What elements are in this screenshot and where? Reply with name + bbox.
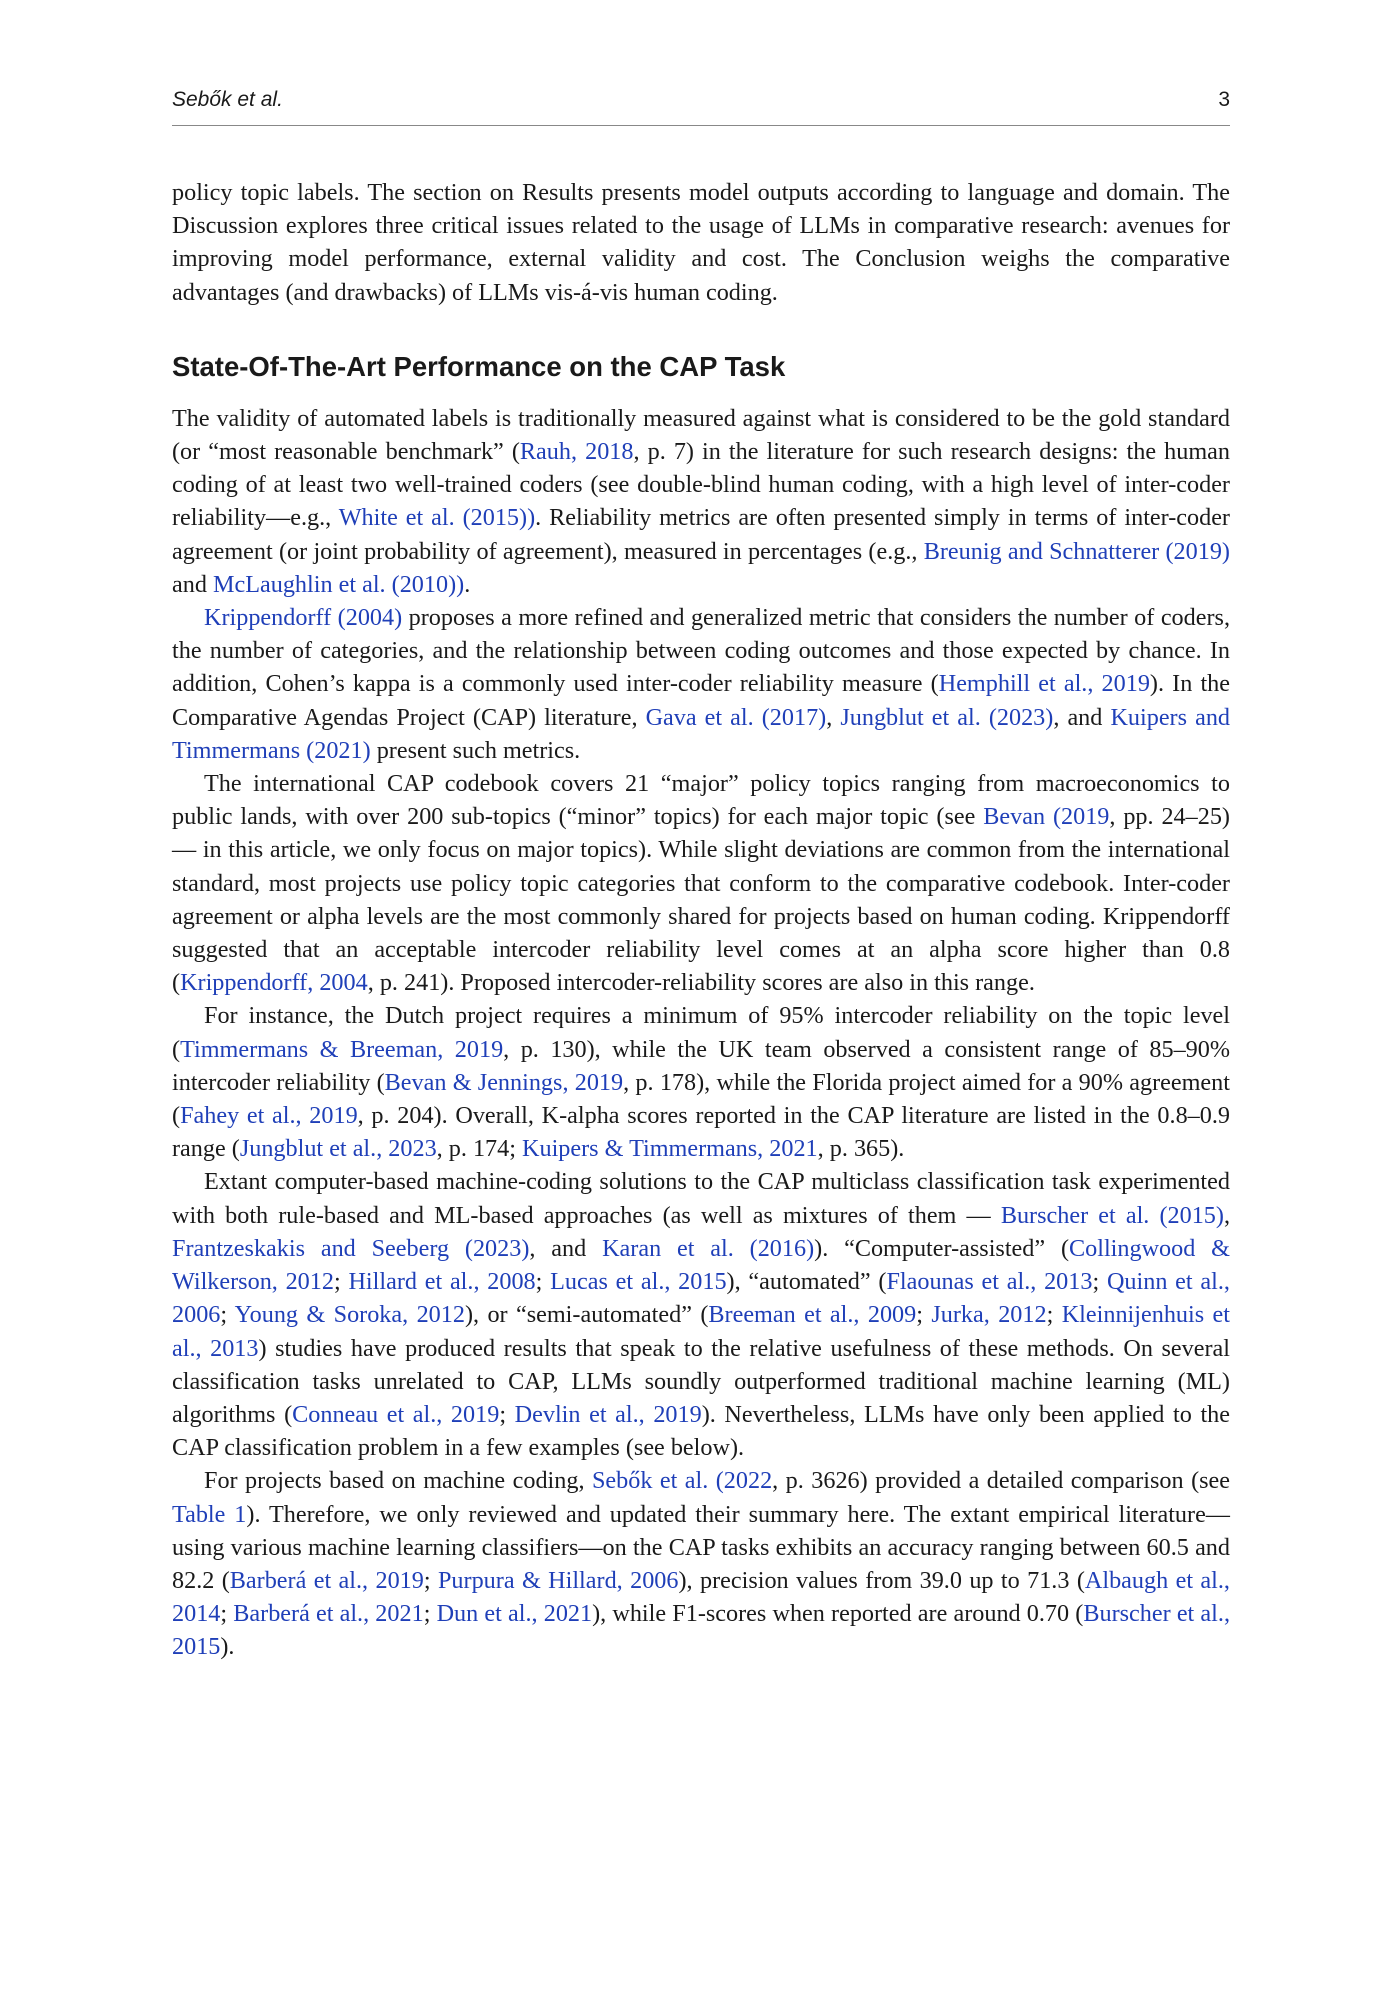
paragraph-4 [172,999,1230,1165]
text-run: ). “Computer-assisted” ( [814,1234,1070,1262]
text-run: Extant computer-based machine-coding solutions to the CAP multiclass classification task experimented with both rule-based and ML-based approaches (as well as mixtures of them — [172,1168,1230,1229]
table-link[interactable]: Table 1 [172,1500,247,1528]
text-run: ), while F1-scores when reported are around 0.70 ( [592,1600,1084,1628]
text-run: , and [529,1234,603,1262]
text-run: , p. 241). Proposed intercoder-reliability scores are also in this range. [367,969,1035,997]
citation-link[interactable]: Quinn et al., 2006 [172,1268,1230,1329]
running-head [172,88,1230,112]
citation-link[interactable]: Breunig and Schnatterer (2019) [923,537,1230,565]
citation-link[interactable]: White et al. (2015)) [338,504,536,532]
citation-link[interactable]: Krippendorff (2004) [204,604,403,632]
paragraph-1 [172,402,1230,601]
text-run: , [1223,1201,1230,1229]
citation-link[interactable]: McLaughlin et al. (2010)) [212,570,465,598]
intro-paragraph [172,176,1230,309]
citation-link[interactable]: Hemphill et al., 2019 [938,670,1150,698]
text-run: ), or “semi-automated” ( [464,1301,709,1329]
citation-link[interactable]: Flaounas et al., 2013 [886,1268,1093,1296]
text-run: . Reliability metrics are often presented simply in terms of inter-coder agreement (or joint probability of agreement), measured in percentages (e.g., [172,504,1230,565]
text-run: ; [916,1301,932,1329]
text-run: proposes a more refined and generalized metric that considers the number of coders, the number of categories, and the relationship between coding outcomes and those expected by chance. In addition, Cohen’s kappa is a commonly used inter-coder reliability measure ( [172,604,1230,698]
citation-link[interactable]: Gava et al. (2017) [645,703,827,731]
text-run: ), “automated” ( [726,1268,887,1296]
citation-link[interactable]: Breeman et al., 2009 [708,1301,917,1329]
citation-link[interactable]: Barberá et al., 2019 [229,1566,424,1594]
citation-link[interactable]: Kuipers and Timmermans (2021) [172,703,1231,764]
citation-link[interactable]: Young & Soroka, 2012 [234,1301,465,1329]
text-run: ). In the Comparative Agendas Project (CAP) literature, [172,670,1231,731]
text-run: ; [423,1566,438,1594]
paragraph-5 [172,1165,1230,1464]
text-run: ; [220,1600,234,1628]
text-run: ) studies have produced results that speak to the relative usefulness of these methods. On several classification tasks unrelated to CAP, LLMs soundly outperformed traditional machine learning (ML) algorithms ( [172,1334,1230,1428]
text-run: , p. 178), while the Florida project aimed for a 90% agreement ( [172,1068,1230,1130]
text-run: The international CAP codebook covers 21 “major” policy topics ranging from macroeconomics to public lands, with over 200 sub-topics (“minor” topics) for each major topic (see [172,770,1230,831]
text-run: ). [220,1633,235,1661]
citation-link[interactable]: Krippendorff, 2004 [180,969,368,997]
citation-link[interactable]: Jungblut et al., 2023 [239,1135,437,1163]
text-run: For projects based on machine coding, [204,1467,592,1495]
text-run: ; [333,1268,349,1296]
citation-link[interactable]: Fahey et al., 2019 [180,1102,358,1130]
text-run: For instance, the Dutch project requires a minimum of 95% intercoder reliability on the topic level ( [172,1002,1230,1063]
section-heading: State-Of-The-Art Performance on the CAP Task [172,350,786,382]
citation-link[interactable]: Kleinnijenhuis et al., 2013 [172,1301,1230,1362]
text-run: , p. 3626) provided a detailed comparison (see [772,1467,1231,1495]
citation-link[interactable]: Frantzeskakis and Seeberg (2023) [172,1234,530,1262]
citation-link[interactable]: Burscher et al., 2015 [172,1600,1230,1661]
text-run: ). Nevertheless, LLMs have only been applied to the CAP classification problem in a few examples (see below). [172,1400,1230,1462]
text-run: ; [423,1600,437,1628]
paragraph-2 [172,601,1230,767]
text-run: ; [499,1400,515,1428]
citation-link[interactable]: Sebők et al. (2022 [591,1467,773,1495]
text-run: The validity of automated labels is traditionally measured against what is considered to be the gold standard (or “most reasonable benchmark” ( [172,404,1230,466]
text-run: , p. 365). [817,1135,905,1163]
text-run: . [464,570,471,598]
text-run: , p. 7) in the literature for such research designs: the human coding of at least two well-trained coders (see double-blind human coding, with a high level of inter-coder reliability—e.g., [172,438,1231,532]
text-run: present such metrics. [370,736,581,764]
text-run: ). Therefore, we only reviewed and updated their summary here. The extant empirical literature—using various machine learning classifiers—on the CAP tasks exhibits an accuracy ranging between 60.5 and 82.2 ( [172,1500,1230,1594]
text-run: , p. 204). Overall, K-alpha scores reported in the CAP literature are listed in the 0.8–0.9 range ( [172,1102,1230,1163]
citation-link[interactable]: Devlin et al., 2019 [514,1400,702,1428]
citation-link[interactable]: Bevan (2019 [983,803,1110,831]
text-run: ; [220,1301,235,1329]
citation-link[interactable]: Hillard et al., 2008 [348,1268,536,1296]
citation-link[interactable]: Lucas et al., 2015 [550,1268,727,1296]
citation-link[interactable]: Rauh, 2018 [519,438,634,466]
citation-link[interactable]: Timmermans & Breeman, 2019 [180,1035,504,1063]
text-run: ; [1046,1301,1062,1329]
citation-link[interactable]: Conneau et al., 2019 [292,1400,500,1428]
citation-link[interactable]: Barberá et al., 2021 [233,1600,424,1628]
citation-link[interactable]: Burscher et al. (2015) [1000,1201,1224,1229]
running-head-authors: Sebők et al. [172,88,283,111]
text-run: , [826,703,841,731]
citation-link[interactable]: Bevan & Jennings, 2019 [384,1068,624,1096]
citation-link[interactable]: Jungblut et al. (2023) [840,703,1054,731]
text-run: , pp. 24–25) — in this article, we only focus on major topics). While slight deviations are common from the international standard, most projects use policy topic categories that conform to the comparative codebook. Inter-coder agreement or alpha levels are the most commonly shared for projects based on human coding. Krippendorff suggested that an acceptable intercoder reliability level comes at an alpha score higher than 0.8 ( [172,803,1230,997]
text-run: policy topic labels. The section on Results presents model outputs according to language and domain. The Discussion explores three critical issues related to the usage of LLMs in comparative research: avenues for improving model performance, external validity and cost. The Conclusion weighs the comparative advantages (and drawbacks) of LLMs vis-á-vis human coding. [172,179,1230,306]
paragraph-6 [172,1464,1230,1663]
article-body [172,176,1230,1664]
text-run: ; [1092,1268,1107,1296]
citation-link[interactable]: Dun et al., 2021 [436,1600,593,1628]
text-run: , and [1053,703,1111,731]
text-run: , p. 130), while the UK team observed a consistent range of 85–90% intercoder reliability ( [172,1035,1231,1096]
text-run: ; [535,1268,551,1296]
page-number: 3 [1218,88,1230,111]
text-run: , p. 174; [436,1135,523,1163]
citation-link[interactable]: Karan et al. (2016) [602,1234,815,1262]
citation-link[interactable]: Jurka, 2012 [931,1301,1047,1329]
paragraph-3 [172,767,1230,999]
citation-link[interactable]: Collingwood & Wilkerson, 2012 [172,1234,1230,1296]
text-run: ), precision values from 39.0 up to 71.3 ( [678,1566,1085,1594]
header-rule [172,125,1230,126]
citation-link[interactable]: Purpura & Hillard, 2006 [437,1566,679,1594]
citation-link[interactable]: Kuipers & Timmermans, 2021 [522,1135,818,1163]
text-run: and [172,570,213,598]
citation-link[interactable]: Albaugh et al., 2014 [172,1566,1230,1628]
